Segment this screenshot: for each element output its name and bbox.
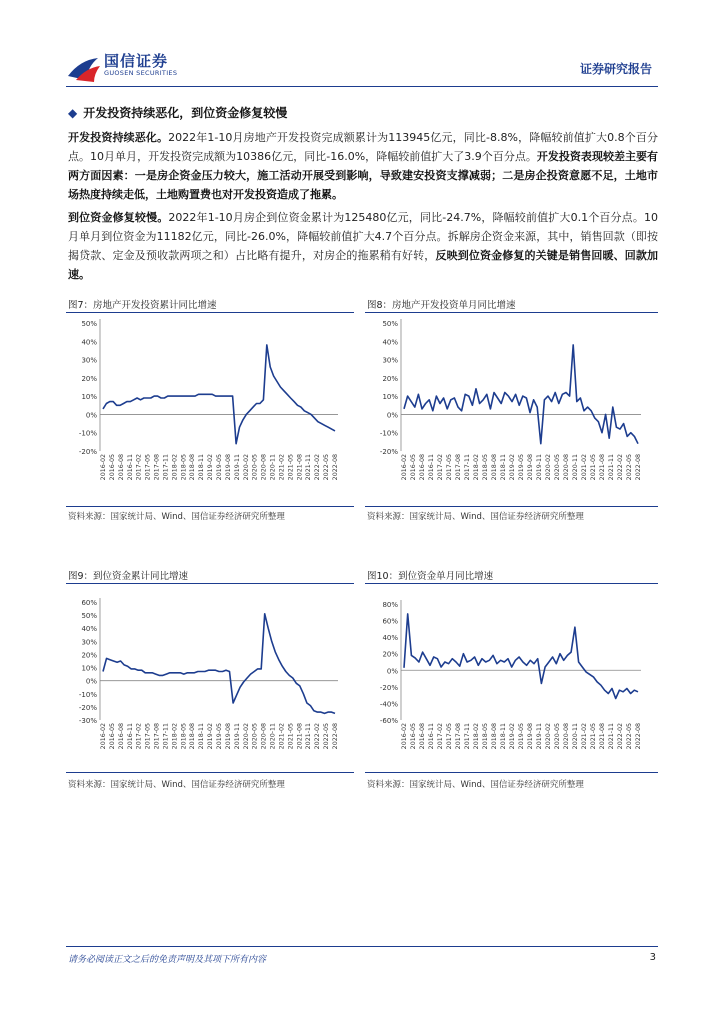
x-tick-label: 2022-08 xyxy=(635,454,642,481)
x-tick-label: 2020-05 xyxy=(554,454,561,481)
x-tick-label: 2017-05 xyxy=(144,454,152,481)
x-tick-label: 2017-11 xyxy=(162,723,170,750)
para1-tail: 开发投资表现较差主要有两方面因素：一是房企资金压力较大，施工活动开展受到影响，导致建安投资支撑减弱；二是房企投资意愿不足，土地市场热度持续走低，土地购置费也对开发投资造成了拖累。 xyxy=(68,150,659,201)
series-line xyxy=(404,614,638,699)
x-tick-label: 2020-02 xyxy=(242,723,250,750)
x-tick-label: 2022-08 xyxy=(332,723,339,750)
y-tick-label: 0% xyxy=(85,411,97,420)
x-tick-label: 2019-08 xyxy=(527,723,534,750)
x-tick-label: 2021-08 xyxy=(296,454,304,481)
page-header xyxy=(66,50,658,86)
footer-divider xyxy=(66,946,658,947)
x-tick-label: 2017-02 xyxy=(135,723,143,750)
y-tick-label: -10% xyxy=(78,690,97,699)
y-tick-label: 10% xyxy=(382,393,398,402)
figure-10-frame xyxy=(365,583,658,773)
company-name-en: GUOSEN SECURITIES xyxy=(104,69,178,77)
x-tick-label: 2022-02 xyxy=(314,454,322,481)
x-tick-label: 2019-11 xyxy=(536,723,543,750)
y-tick-label: 30% xyxy=(81,638,97,647)
x-tick-label: 2019-02 xyxy=(509,454,516,481)
y-tick-label: 60% xyxy=(81,599,97,607)
figure-7-frame xyxy=(66,312,354,507)
y-tick-label: 40% xyxy=(382,338,398,347)
paragraph-funding xyxy=(68,208,658,284)
x-tick-label: 2021-11 xyxy=(608,454,615,481)
x-tick-label: 2016-05 xyxy=(410,454,417,481)
x-tick-label: 2016-08 xyxy=(419,723,426,750)
figure-9-source: 资料来源：国家统计局、Wind、国信证券经济研究所整理 xyxy=(68,780,285,790)
y-tick-label: 0% xyxy=(85,677,97,686)
x-tick-label: 2016-08 xyxy=(117,454,125,481)
figure-7-source: 资料来源：国家统计局、Wind、国信证券经济研究所整理 xyxy=(68,512,285,522)
x-tick-label: 2019-08 xyxy=(527,454,534,481)
x-tick-label: 2018-02 xyxy=(171,723,179,750)
x-tick-label: 2022-05 xyxy=(323,454,331,481)
x-tick-label: 2017-11 xyxy=(162,454,170,481)
y-tick-label: -30% xyxy=(78,717,97,725)
x-tick-label: 2016-08 xyxy=(117,723,125,750)
x-tick-label: 2017-02 xyxy=(437,723,444,750)
x-tick-label: 2019-08 xyxy=(224,723,232,750)
x-tick-label: 2016-08 xyxy=(419,454,426,481)
x-tick-label: 2017-08 xyxy=(455,454,462,481)
figure-10-chart xyxy=(365,584,658,772)
x-tick-label: 2021-05 xyxy=(590,454,597,481)
y-tick-label: -20% xyxy=(379,448,398,456)
x-tick-label: 2020-08 xyxy=(260,723,268,750)
y-tick-label: -60% xyxy=(379,717,398,725)
x-tick-label: 2022-02 xyxy=(617,454,624,481)
x-tick-label: 2021-02 xyxy=(581,454,588,481)
diamond-bullet-icon: ◆ xyxy=(68,106,78,120)
figure-8-chart xyxy=(365,313,658,506)
x-tick-label: 2018-08 xyxy=(491,723,498,750)
x-tick-label: 2016-02 xyxy=(401,454,408,481)
x-tick-label: 2018-05 xyxy=(180,723,188,750)
x-tick-label: 2021-11 xyxy=(608,723,615,750)
x-tick-label: 2020-11 xyxy=(269,723,277,750)
x-tick-label: 2021-08 xyxy=(599,723,606,750)
x-tick-label: 2022-08 xyxy=(635,723,642,750)
figure-9-title: 图9：到位资金累计同比增速 xyxy=(68,571,189,582)
x-tick-label: 2019-02 xyxy=(509,723,516,750)
para2-body: 2022年1-10月房企到位资金累计为125480亿元，同比-24.7%，降幅较前值扩大0.1个百分点。10月单月到位资金为11182亿元，同比-26.0%，降幅较前值扩大4.7个百分点。拆解房企资金来源，其中，销售回款（即按揭贷款、定金及预收款两项之和）占比略有提升，对房企的拖累稍有好转， xyxy=(68,211,658,262)
para1-body: 2022年1-10月房地产开发投资完成额累计为113945亿元，同比-8.8%，降幅较前值扩大0.8个百分点。10月单月，开发投资完成额为10386亿元，同比-16.0%，降幅较前值扩大了3.9个百分点。 xyxy=(68,131,658,163)
figure-8-title: 图8：房地产开发投资单月同比增速 xyxy=(367,300,516,311)
y-tick-label: 50% xyxy=(81,320,97,328)
x-tick-label: 2019-02 xyxy=(207,454,215,481)
y-tick-label: 50% xyxy=(81,612,97,621)
figure-7-chart xyxy=(66,313,354,506)
y-tick-label: 20% xyxy=(382,650,398,659)
x-tick-label: 2018-02 xyxy=(171,454,179,481)
x-tick-label: 2020-08 xyxy=(563,454,570,481)
x-tick-label: 2019-05 xyxy=(518,454,525,481)
x-tick-label: 2018-05 xyxy=(482,454,489,481)
y-tick-label: 30% xyxy=(382,356,398,365)
y-tick-label: 30% xyxy=(81,356,97,365)
x-tick-label: 2016-11 xyxy=(126,723,134,750)
y-tick-label: -20% xyxy=(78,448,97,456)
y-tick-label: 20% xyxy=(81,374,97,383)
x-tick-label: 2021-02 xyxy=(278,723,286,750)
x-tick-label: 2020-02 xyxy=(242,454,250,481)
x-tick-label: 2020-02 xyxy=(545,454,552,481)
section-title: ◆ 开发投资持续恶化，到位资金修复较慢 xyxy=(68,106,288,120)
x-tick-label: 2017-08 xyxy=(455,723,462,750)
x-tick-label: 2022-05 xyxy=(323,723,331,750)
header-divider xyxy=(66,86,658,87)
x-tick-label: 2016-11 xyxy=(428,454,435,481)
report-type: 证券研究报告 xyxy=(579,62,652,76)
y-tick-label: -40% xyxy=(379,700,398,709)
x-tick-label: 2016-02 xyxy=(401,723,408,750)
y-tick-label: -10% xyxy=(379,429,398,438)
figure-7-title: 图7：房地产开发投资累计同比增速 xyxy=(68,300,217,311)
x-tick-label: 2022-02 xyxy=(314,723,322,750)
x-tick-label: 2017-02 xyxy=(437,454,444,481)
x-tick-label: 2016-02 xyxy=(100,454,107,481)
x-tick-label: 2016-11 xyxy=(428,723,435,750)
x-tick-label: 2019-11 xyxy=(536,454,543,481)
y-tick-label: -20% xyxy=(78,703,97,712)
x-tick-label: 2022-02 xyxy=(617,723,624,750)
y-tick-label: -20% xyxy=(379,683,398,692)
x-tick-label: 2020-05 xyxy=(554,723,561,750)
x-tick-label: 2020-08 xyxy=(563,723,570,750)
x-tick-label: 2018-11 xyxy=(500,723,507,750)
x-tick-label: 2018-02 xyxy=(473,723,480,750)
y-tick-label: 50% xyxy=(382,320,398,328)
figure-10-title: 图10：到位资金单月同比增速 xyxy=(367,571,494,582)
x-tick-label: 2020-05 xyxy=(251,723,259,750)
figure-10-source: 资料来源：国家统计局、Wind、国信证券经济研究所整理 xyxy=(367,780,584,790)
x-tick-label: 2016-02 xyxy=(100,723,107,750)
x-tick-label: 2019-05 xyxy=(518,723,525,750)
x-tick-label: 2019-11 xyxy=(233,454,241,481)
y-tick-label: 0% xyxy=(386,411,398,420)
x-tick-label: 2018-11 xyxy=(198,454,206,481)
para2-tail: 反映到位资金修复的关键是销售回暖、回款加速。 xyxy=(68,249,659,281)
page-number: 3 xyxy=(649,952,656,963)
x-tick-label: 2021-11 xyxy=(305,723,313,750)
x-tick-label: 2017-11 xyxy=(464,723,471,750)
x-tick-label: 2020-02 xyxy=(545,723,552,750)
x-tick-label: 2018-08 xyxy=(491,454,498,481)
x-tick-label: 2019-11 xyxy=(233,723,241,750)
x-tick-label: 2021-08 xyxy=(599,454,606,481)
x-tick-label: 2017-11 xyxy=(464,454,471,481)
x-tick-label: 2020-11 xyxy=(572,454,579,481)
x-tick-label: 2022-05 xyxy=(626,723,633,750)
footer-disclaimer: 请务必阅读正文之后的免责声明及其项下所有内容 xyxy=(68,955,267,965)
x-tick-label: 2017-08 xyxy=(153,454,161,481)
x-tick-label: 2021-02 xyxy=(278,454,286,481)
x-tick-label: 2018-08 xyxy=(189,454,197,481)
x-tick-label: 2022-08 xyxy=(332,454,339,481)
y-tick-label: 40% xyxy=(81,338,97,347)
figure-9-chart xyxy=(66,584,354,772)
x-tick-label: 2019-08 xyxy=(224,454,232,481)
y-tick-label: 40% xyxy=(81,625,97,634)
company-name-cn: 国信证券 xyxy=(104,52,169,70)
y-tick-label: 60% xyxy=(382,617,398,626)
x-tick-label: 2018-02 xyxy=(473,454,480,481)
x-tick-label: 2016-05 xyxy=(108,454,116,481)
y-tick-label: -10% xyxy=(78,429,97,438)
x-tick-label: 2019-05 xyxy=(216,723,223,750)
y-tick-label: 20% xyxy=(81,651,97,660)
x-tick-label: 2019-05 xyxy=(216,454,223,481)
x-tick-label: 2021-11 xyxy=(305,454,313,481)
para2-lead: 到位资金修复较慢。 xyxy=(68,211,169,224)
x-tick-label: 2018-11 xyxy=(198,723,206,750)
x-tick-label: 2020-11 xyxy=(269,454,277,481)
x-tick-label: 2021-02 xyxy=(581,723,588,750)
x-tick-label: 2017-05 xyxy=(446,723,453,750)
x-tick-label: 2022-05 xyxy=(626,454,633,481)
x-tick-label: 2016-05 xyxy=(410,723,417,750)
y-tick-label: 20% xyxy=(382,374,398,383)
y-tick-label: 10% xyxy=(81,393,97,402)
x-tick-label: 2017-05 xyxy=(144,723,152,750)
x-tick-label: 2017-02 xyxy=(135,454,143,481)
figure-9-frame xyxy=(66,583,354,773)
x-tick-label: 2018-05 xyxy=(180,454,188,481)
y-tick-label: 80% xyxy=(382,601,398,609)
x-tick-label: 2019-02 xyxy=(207,723,215,750)
x-tick-label: 2018-05 xyxy=(482,723,489,750)
x-tick-label: 2018-11 xyxy=(500,454,507,481)
x-tick-label: 2021-05 xyxy=(590,723,597,750)
figure-8-frame xyxy=(365,312,658,507)
paragraph-investment xyxy=(68,128,658,204)
x-tick-label: 2020-11 xyxy=(572,723,579,750)
x-tick-label: 2021-05 xyxy=(287,723,295,750)
y-tick-label: 0% xyxy=(386,667,398,676)
x-tick-label: 2020-08 xyxy=(260,454,268,481)
x-tick-label: 2020-05 xyxy=(251,454,259,481)
x-tick-label: 2021-05 xyxy=(287,454,295,481)
x-tick-label: 2016-11 xyxy=(126,454,134,481)
x-tick-label: 2017-08 xyxy=(153,723,161,750)
y-tick-label: 40% xyxy=(382,634,398,643)
para1-lead: 开发投资持续恶化。 xyxy=(68,131,169,144)
y-tick-label: 10% xyxy=(81,664,97,673)
series-line xyxy=(404,345,638,444)
series-line xyxy=(103,345,335,444)
series-line xyxy=(103,614,335,714)
x-tick-label: 2016-05 xyxy=(108,723,116,750)
x-tick-label: 2021-08 xyxy=(296,723,304,750)
figure-8-source: 资料来源：国家统计局、Wind、国信证券经济研究所整理 xyxy=(367,512,584,522)
x-tick-label: 2017-05 xyxy=(446,454,453,481)
x-tick-label: 2018-08 xyxy=(189,723,197,750)
